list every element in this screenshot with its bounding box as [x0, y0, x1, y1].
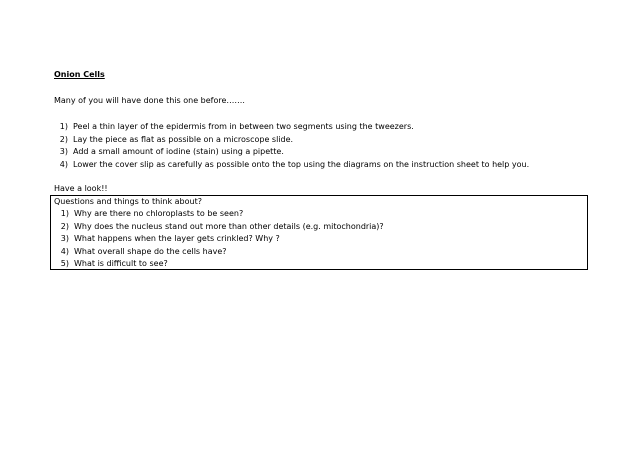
document-title: Onion Cells: [54, 70, 105, 79]
list-item: [54, 159, 529, 172]
question-text: What overall shape do the cells have?: [74, 246, 227, 256]
list-item: [54, 146, 529, 159]
question-text: What happens when the layer gets crinkled? Why ?: [74, 234, 280, 243]
list-item: [55, 233, 384, 246]
questions-list: [55, 208, 384, 271]
step-text: Peel a thin layer of the epidermis from in between two segments using the tweezers.: [73, 122, 414, 131]
question-number: 2): [60, 221, 69, 231]
intro-text: Many of you will have done this one before…….: [54, 96, 245, 105]
list-item: [55, 246, 384, 259]
question-number: 1): [60, 209, 69, 218]
question-number: 3): [60, 234, 69, 243]
step-text: Add a small amount of iodine (stain) using a pipette.: [73, 147, 284, 156]
list-item: [55, 221, 384, 234]
question-text: Why does the nucleus stand out more than other details (e.g. mitochondria)?: [74, 221, 384, 231]
list-item: [55, 208, 384, 221]
procedure-steps: [54, 121, 529, 171]
list-item: [54, 134, 529, 147]
list-item: [55, 258, 384, 271]
questions-title: Questions and things to think about?: [54, 197, 202, 206]
list-item: [54, 121, 529, 134]
step-text: Lay the piece as flat as possible on a microscope slide.: [73, 134, 294, 144]
step-number: 2): [59, 134, 68, 144]
step-text: Lower the cover slip as carefully as possible onto the top using the diagrams on the instruction sheet to help you.: [73, 159, 530, 169]
questions-box: [50, 195, 588, 270]
step-number: 1): [59, 122, 68, 131]
question-number: 5): [60, 259, 69, 268]
question-text: What is difficult to see?: [74, 259, 168, 268]
have-a-look-text: Have a look!!: [54, 184, 108, 193]
question-text: Why are there no chloroplasts to be seen?: [74, 209, 244, 218]
step-number: 3): [59, 147, 68, 156]
step-number: 4): [59, 159, 68, 169]
question-number: 4): [60, 246, 69, 256]
